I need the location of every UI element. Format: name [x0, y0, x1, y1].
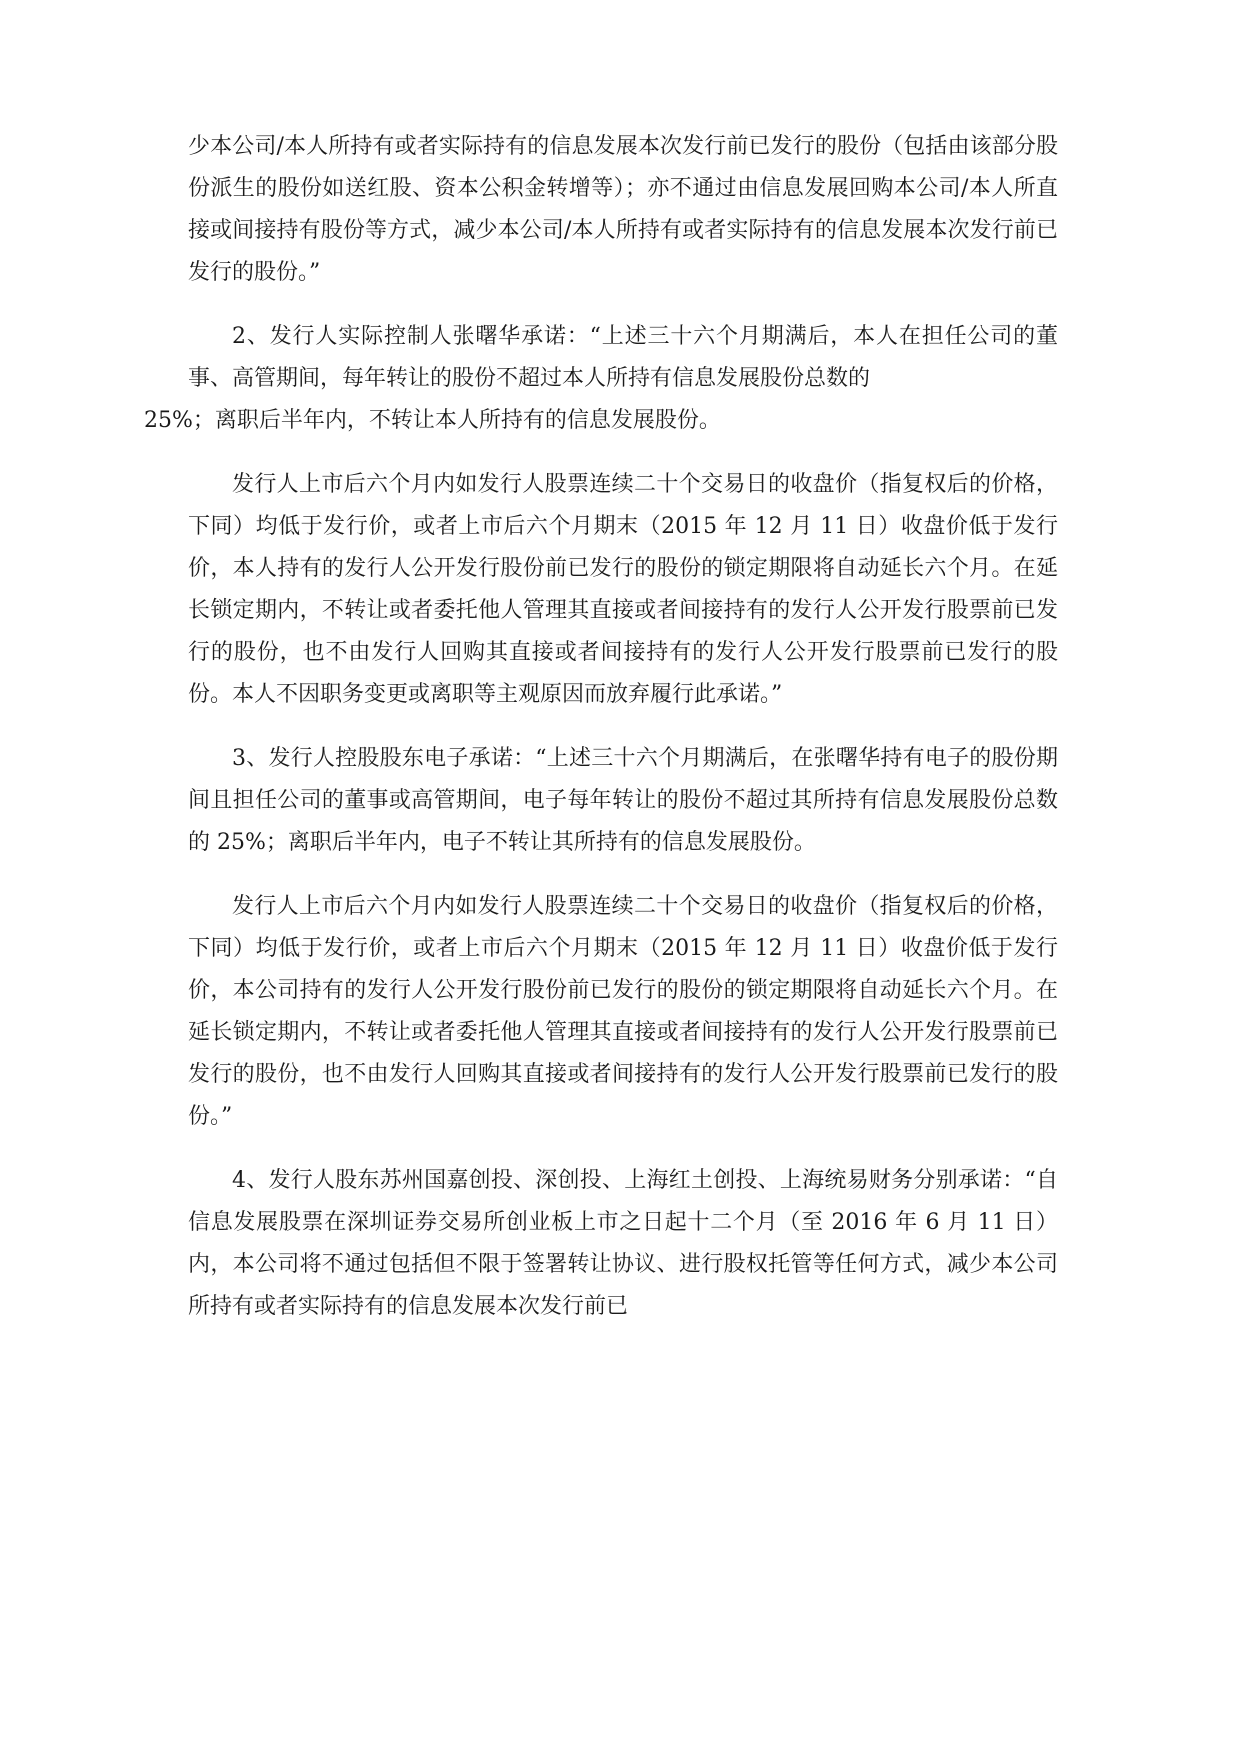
paragraph-commitment-2-line-b: 25%；离职后半年内，不转让本人所持有的信息发展股份。: [144, 408, 721, 433]
paragraph-continuation: 少本公司/本人所持有或者实际持有的信息发展本次发行前已发行的股份（包括由该部分股份派生的股份如送红股、资本公积金转增等）；亦不通过由信息发展回购本公司/本人所直接或间接持有股份等方式，减少本公司/本人所持有或者实际持有的信息发展本次发行前已发行的股份。”: [188, 134, 1058, 285]
paragraph-lockup-extension-1: 发行人上市后六个月内如发行人股票连续二十个交易日的收盘价（指复权后的价格，下同）均低于发行价，或者上市后六个月期末（2015 年 12 月 11 日）收盘价低于发行价，本人持有的发行人公开发行股份前已发行的股份的锁定期限将自动延长六个月。在延长锁定期内，不转让或者委托他人管理其直接或者间接持有的发行人公开发行股票前已发行的股份，也不由发行人回购其直接或者间接持有的发行人公开发行股票前已发行的股份。本人不因职务变更或离职等主观原因而放弃履行此承诺。”: [188, 472, 1058, 707]
paragraph-commitment-2: [144, 316, 1058, 442]
document-body: [144, 126, 1058, 1350]
paragraph-commitment-4: 4、发行人股东苏州国嘉创投、深创投、上海红土创投、上海统易财务分别承诺：“自信息发展股票在深圳证券交易所创业板上市之日起十二个月（至 2016 年 6 月 11 日）内，本公司将不通过包括但不限于签署转让协议、进行股权托管等任何方式，减少本公司所持有或者实际持有的信息发展本次发行前已: [188, 1168, 1058, 1319]
paragraph-lockup-extension-2: 发行人上市后六个月内如发行人股票连续二十个交易日的收盘价（指复权后的价格，下同）均低于发行价，或者上市后六个月期末（2015 年 12 月 11 日）收盘价低于发行价，本公司持有的发行人公开发行股份前已发行的股份的锁定期限将自动延长六个月。在延长锁定期内，不转让或者委托他人管理其直接或者间接持有的发行人公开发行股票前已发行的股份，也不由发行人回购其直接或者间接持有的发行人公开发行股票前已发行的股份。”: [188, 894, 1058, 1129]
paragraph-commitment-3: 3、发行人控股股东电子承诺：“上述三十六个月期满后，在张曙华持有电子的股份期间且担任公司的董事或高管期间，电子每年转让的股份不超过其所持有信息发展股份总数的 25%；离职后半年内，电子不转让其所持有的信息发展股份。: [188, 746, 1058, 855]
paragraph-commitment-2-line-a: 2、发行人实际控制人张曙华承诺：“上述三十六个月期满后，本人在担任公司的董事、高管期间，每年转让的股份不超过本人所持有信息发展股份总数的: [188, 324, 1058, 391]
